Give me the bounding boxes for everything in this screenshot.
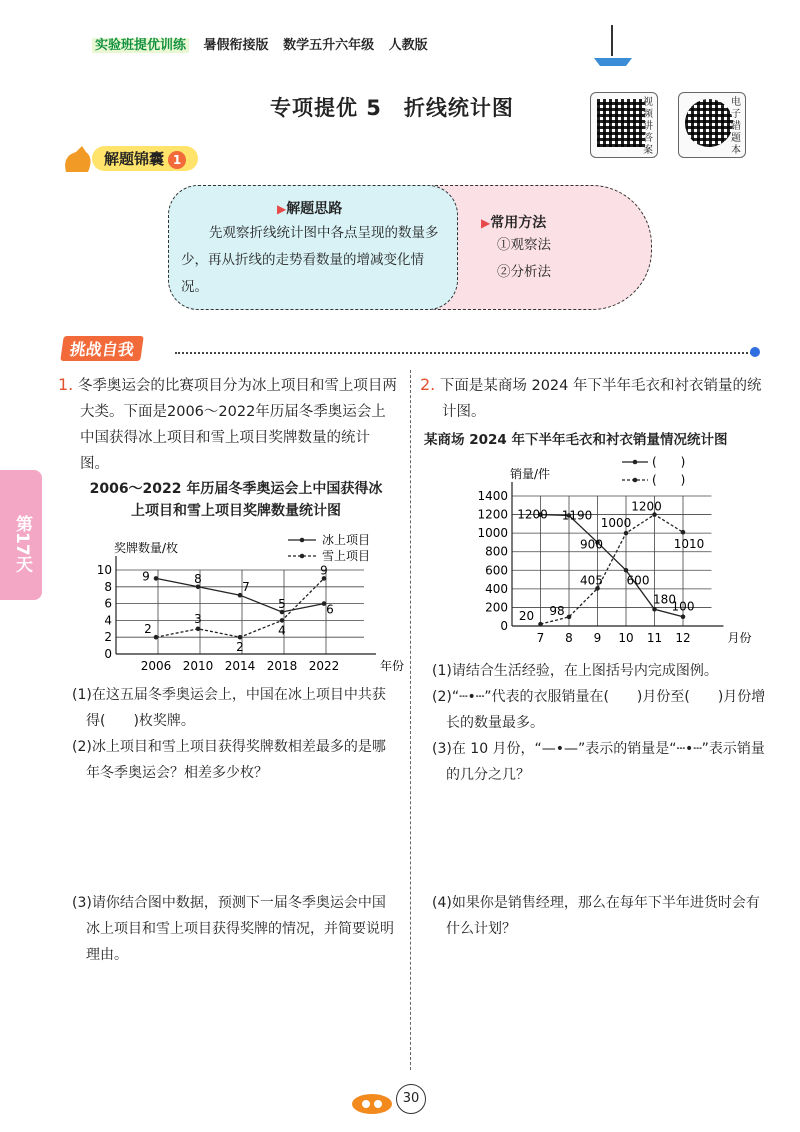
question-2 [420,372,765,425]
y-tick-label: 200 [485,600,508,615]
y-tick-label: 4 [104,613,112,628]
section-label: 解题锦囊 [104,150,165,168]
data-label: 180 [653,592,676,607]
data-label: 9 [320,563,328,578]
data-label: 3 [194,611,202,626]
data-label: 6 [326,602,334,617]
legend-marker [300,538,305,543]
data-label: 900 [580,537,603,552]
submarine-icon [348,1078,396,1118]
question-number: 1. [58,375,74,394]
question-number: 2. [420,375,436,394]
y-axis-label: 奖牌数量/枚 [114,541,179,555]
question-text: 冬季奥运会的比赛项目分为冰上项目和雪上项目两大类。下面是2006～2022年历届冬季奥运会上中国获得冰上项目和雪上项目奖牌数量的统计图。 [77,378,397,472]
data-point [624,568,629,573]
data-point [196,627,201,632]
column-divider [410,370,411,1070]
data-point [238,635,243,640]
y-tick-label: 2 [104,630,112,645]
qr-code-video[interactable] [590,92,658,158]
data-label: 5 [278,597,286,611]
y-tick-label: 800 [485,544,508,559]
page-title: 专项提优 5 折线统计图 [270,96,514,120]
data-label: 2 [144,622,152,637]
data-point [652,607,657,612]
data-point [567,615,572,620]
data-label: 1200 [517,507,548,522]
data-label: 1010 [673,537,705,552]
chart-1-title: 2006～2022 年历届冬季奥运会上中国获得冰上项目和雪上项目奖牌数量统计图 [89,481,383,519]
header-bar [92,34,438,53]
section-number: 1 [168,151,186,169]
y-tick-label: 0 [500,619,508,633]
x-tick-label: 7 [536,631,545,645]
data-label: 1000 [600,516,632,531]
data-label: 9 [142,569,150,584]
x-tick-label: 10 [618,631,634,645]
legend-marker [300,554,305,559]
method-1: ①观察法 [497,237,551,253]
thinking-text: 先观察折线统计图中各点呈现的数量多少，再从折线的走势看数量的增减变化情况。 [181,225,439,295]
qr-code-icon [597,99,645,147]
data-label: 405 [580,573,603,588]
data-label: 100 [671,599,695,614]
x-axis-label: 年份 [380,659,405,673]
q2-sub-3: (3)在 10 月份，“—•—”表示的销量是“┄•┄”表示销量的几分之几？ [432,741,765,783]
q2-sub-1: (1)请结合生活经验，在上图括号内完成图例。 [432,663,718,679]
y-tick-label: 1000 [477,526,508,541]
data-label: 600 [626,573,650,588]
data-label: 1190 [561,508,593,523]
qr-code-error-book[interactable] [678,92,746,158]
data-label: 8 [194,571,202,586]
y-tick-label: 10 [96,563,112,577]
x-tick-label: 2014 [224,659,256,673]
y-axis-label: 销量/件 [510,467,551,481]
x-tick-label: 2018 [266,659,298,673]
data-label: 7 [242,580,250,595]
q2-sub-2: (2)“┄•┄”代表的衣服销量在( )月份至( )月份增长的数量最多。 [432,689,766,731]
data-label: 20 [518,609,535,624]
y-tick-label: 6 [104,596,112,611]
divider-end-dot [750,347,760,357]
x-tick-label: 11 [646,631,663,645]
header-publisher: 人教版 [388,38,428,53]
y-tick-label: 600 [485,563,508,578]
y-tick-label: 0 [104,647,112,661]
legend-label: ( ) [652,473,686,487]
legend-marker [633,460,638,465]
y-tick-label: 1200 [477,507,508,522]
series-line-2 [156,578,324,637]
x-tick-label: 2010 [182,659,214,673]
legend-label: 雪上项目 [322,549,371,563]
legend-marker [633,478,638,483]
y-tick-label: 8 [104,579,112,594]
y-tick-label: 1400 [477,489,508,503]
x-tick-label: 2022 [308,659,340,673]
x-tick-label: 9 [593,631,602,645]
x-tick-label: 8 [565,631,573,645]
qr-code-icon [685,99,733,147]
page-number: 30 [396,1084,426,1114]
qr-label: 电子错题本 [731,97,741,156]
data-point [681,614,686,619]
question-text: 下面是某商场 2024 年下半年毛衣和衬衣销量的统计图。 [439,378,762,420]
data-point [280,618,285,623]
y-tick-label: 400 [485,581,508,596]
thinking-box [168,185,458,310]
data-label: 1200 [631,499,662,514]
data-label: 98 [549,603,565,618]
triangle-icon: ▶ [277,202,287,216]
legend-label: ( ) [652,455,686,469]
day-tab: 第17天 [0,470,42,600]
x-tick-label: 12 [675,631,691,645]
chart-2-title: 某商场 2024 年下半年毛衣和衬衣销量情况统计图 [424,432,728,448]
thinking-title: 解题思路 [286,201,343,217]
data-point [538,622,543,627]
question-1 [58,372,398,477]
data-point [154,635,159,640]
method-2: ②分析法 [497,264,551,280]
header-subject: 数学五升六年级 [283,38,375,53]
data-label: 2 [236,640,244,655]
chart-1 [68,530,405,675]
section-heading [92,146,198,171]
header-edition: 暑假衔接版 [203,38,269,53]
data-point [154,576,159,581]
triangle-icon: ▶ [481,216,491,230]
bag-icon [60,142,94,176]
challenge-label: 挑战自我 [60,336,144,361]
methods-title: 常用方法 [490,215,547,231]
header-brand: 实验班提优训练 [92,38,189,53]
qr-label: 视频讲答案 [643,97,653,156]
legend-label: 冰上项目 [322,533,371,547]
q1-sub-1: (1)在这五届冬季奥运会上，中国在冰上项目中共获得( )枚奖牌。 [72,687,386,729]
x-axis-label: 月份 [727,631,752,645]
chart-2 [460,452,750,652]
q1-sub-3: (3)请你结合图中数据，预测下一届冬季奥运会中国冰上项目和雪上项目获得奖牌的情况，并简要说明理由。 [72,895,394,963]
data-point [624,531,629,536]
boat-icon [588,20,638,70]
x-tick-label: 2006 [140,659,172,673]
dotted-divider [175,352,755,354]
data-point [681,530,686,535]
q2-sub-4: (4)如果你是销售经理，那么在每年下半年进货时会有什么计划？ [432,895,760,937]
data-label: 4 [278,623,286,638]
q1-sub-2: (2)冰上项目和雪上项目获得奖牌数相差最多的是哪年冬季奥运会？相差多少枚？ [72,739,386,781]
